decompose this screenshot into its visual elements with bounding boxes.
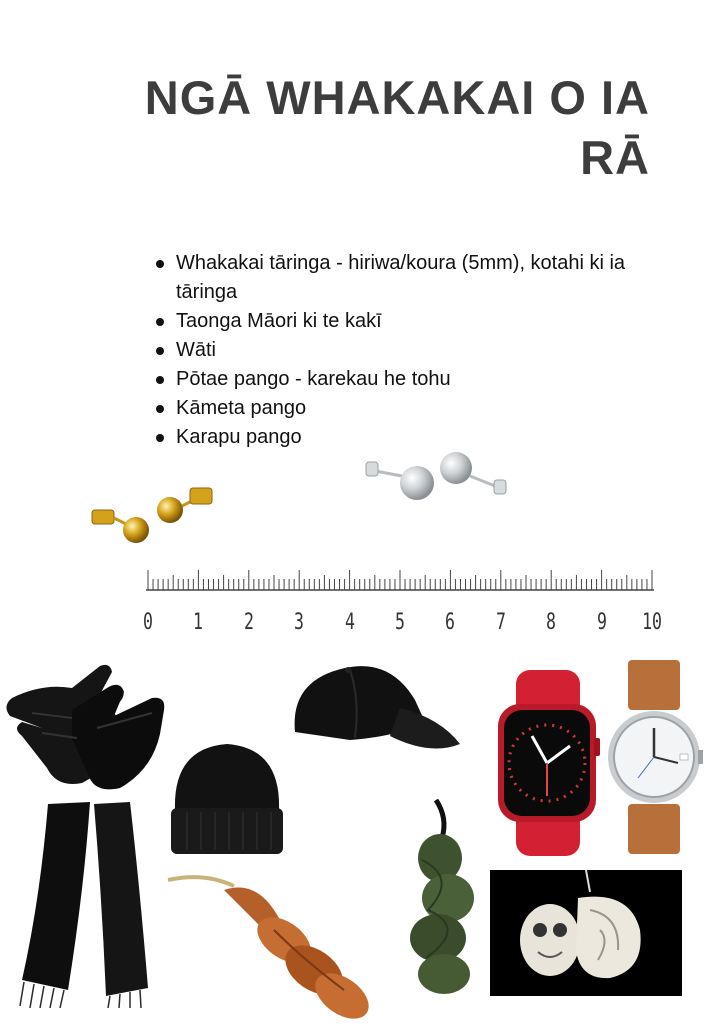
accessory-list	[150, 249, 630, 452]
ruler-label: 10	[642, 610, 662, 635]
black-scarf-image	[10, 800, 160, 1010]
list-item: Wāti	[150, 336, 630, 365]
gold-earrings-image	[86, 482, 221, 547]
ruler-label: 6	[445, 610, 456, 635]
jade-twist-pendant-image	[398, 798, 488, 998]
title-line-2: RĀ	[580, 131, 650, 184]
black-cap-image	[290, 660, 465, 775]
ruler-label: 0	[143, 610, 153, 635]
list-item: Taonga Māori ki te kakī	[150, 307, 630, 336]
ruler-label: 7	[495, 610, 506, 635]
red-smartwatch-image	[492, 668, 604, 858]
title-line-1: NGĀ WHAKAKAI O IA	[144, 71, 650, 124]
ruler-label: 9	[596, 610, 607, 635]
page-title	[50, 68, 650, 188]
list-item: Kāmeta pango	[150, 394, 630, 423]
ruler-scale	[140, 566, 660, 596]
ruler-label: 4	[344, 610, 355, 635]
list-item: Whakakai tāringa - hiriwa/koura (5mm), kotahi ki ia tāringa	[150, 249, 630, 307]
list-item: Karapu pango	[150, 423, 630, 452]
ruler-label: 2	[243, 610, 254, 635]
ruler-label: 8	[546, 610, 557, 635]
black-beanie-image	[167, 738, 287, 858]
bone-carving-image	[490, 870, 682, 996]
ruler-label: 1	[193, 610, 204, 635]
leather-watch-image	[608, 658, 703, 856]
wooden-twist-pendant-image	[164, 870, 379, 1020]
silver-earrings-image	[360, 446, 520, 506]
ruler-label: 3	[294, 610, 305, 635]
black-gloves-image	[2, 658, 172, 793]
list-item: Pōtae pango - karekau he tohu	[150, 365, 630, 394]
ruler-label: 5	[395, 610, 405, 635]
